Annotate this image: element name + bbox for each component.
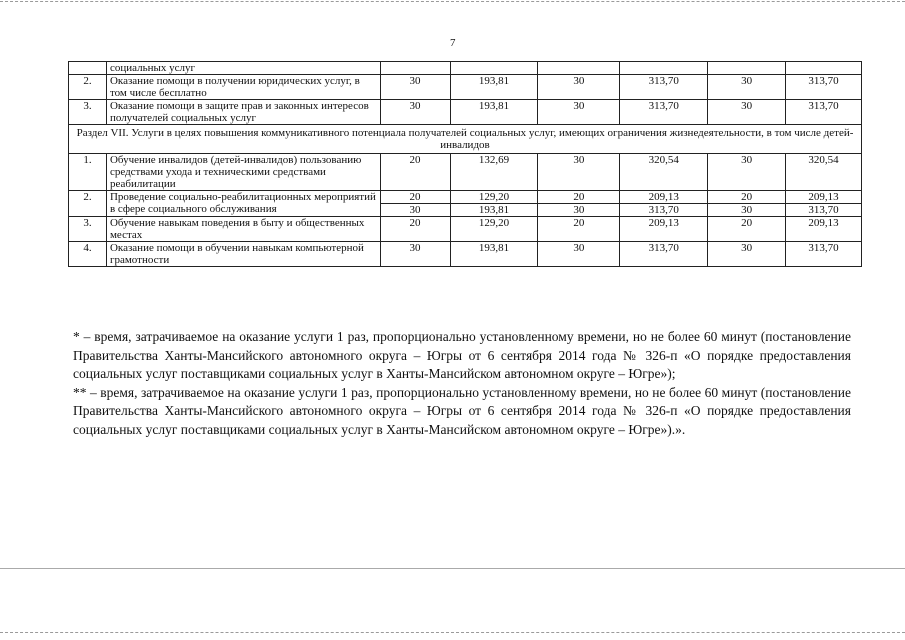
- value-cell: 129,20: [450, 217, 538, 242]
- value-cell: 20: [708, 191, 786, 204]
- service-name: Обучение инвалидов (детей-инвалидов) пользованию средствами ухода и техническими средствами реабилитации: [106, 154, 380, 191]
- service-name: социальных услуг: [106, 62, 380, 75]
- table-row: [69, 154, 862, 191]
- row-number: 2.: [69, 191, 107, 217]
- value-cell: 313,70: [786, 75, 862, 100]
- row-number: 3.: [69, 100, 107, 125]
- value-cell: 30: [538, 204, 620, 217]
- row-number: [69, 62, 107, 75]
- table-row: [69, 217, 862, 242]
- value-cell: 30: [538, 75, 620, 100]
- value-cell: 313,70: [620, 242, 708, 267]
- value-cell: [380, 62, 450, 75]
- value-cell: [450, 62, 538, 75]
- row-number: 4.: [69, 242, 107, 267]
- scan-top-edge: [0, 1, 905, 2]
- service-name: Оказание помощи в получении юридических услуг, в том числе бесплатно: [106, 75, 380, 100]
- value-cell: 30: [538, 154, 620, 191]
- value-cell: 30: [708, 204, 786, 217]
- footnote-double-star: ** – время, затрачиваемое на оказание услуги 1 раз, пропорционально установленному времени, но не более 60 минут (постановление Правительства Ханты-Мансийского автономного округа – Югры от 6 сентября 2014 года № 326-п «О порядке предоставления социальных услуг поставщиками социальных услуг в Ханты-Мансийском автономном округе – Югре»).».: [73, 384, 851, 437]
- value-cell: 30: [708, 242, 786, 267]
- table-row: [69, 75, 862, 100]
- table-row: [69, 100, 862, 125]
- row-number: 1.: [69, 154, 107, 191]
- value-cell: 313,70: [620, 100, 708, 125]
- value-cell: 193,81: [450, 204, 538, 217]
- service-name: Проведение социально-реабилитационных мероприятий в сфере социального обслуживания: [106, 191, 380, 217]
- value-cell: 30: [538, 100, 620, 125]
- value-cell: 320,54: [786, 154, 862, 191]
- value-cell: 313,70: [786, 204, 862, 217]
- tariff-table-body: [69, 62, 862, 267]
- service-name: Обучение навыкам поведения в быту и общественных местах: [106, 217, 380, 242]
- value-cell: 209,13: [786, 191, 862, 204]
- row-number: 3.: [69, 217, 107, 242]
- value-cell: 313,70: [620, 75, 708, 100]
- page-number: 7: [450, 37, 456, 49]
- value-cell: 132,69: [450, 154, 538, 191]
- value-cell: 30: [380, 204, 450, 217]
- value-cell: 30: [708, 154, 786, 191]
- value-cell: 313,70: [786, 100, 862, 125]
- value-cell: 30: [380, 100, 450, 125]
- value-cell: 30: [708, 100, 786, 125]
- service-name: Оказание помощи в защите прав и законных интересов получателей социальных услуг: [106, 100, 380, 125]
- value-cell: [708, 62, 786, 75]
- value-cell: [786, 62, 862, 75]
- value-cell: 20: [380, 191, 450, 204]
- value-cell: 20: [380, 154, 450, 191]
- value-cell: 20: [538, 217, 620, 242]
- value-cell: 30: [380, 75, 450, 100]
- value-cell: 30: [708, 75, 786, 100]
- value-cell: [538, 62, 620, 75]
- value-cell: 20: [708, 217, 786, 242]
- value-cell: 209,13: [620, 191, 708, 204]
- value-cell: 209,13: [620, 217, 708, 242]
- value-cell: 30: [538, 242, 620, 267]
- value-cell: 313,70: [620, 204, 708, 217]
- footnote-single-star: * – время, затрачиваемое на оказание услуги 1 раз, пропорционально установленному времени, но не более 60 минут (постановление Правительства Ханты-Мансийского автономного округа – Югры от 6 сентября 2014 года № 326-п «О порядке предоставления социальных услуг поставщиками социальных услуг в Ханты-Мансийском автономном округе – Югре»);: [73, 329, 851, 381]
- page-divider: [0, 568, 905, 569]
- value-cell: 193,81: [450, 242, 538, 267]
- row-number: 2.: [69, 75, 107, 100]
- value-cell: 20: [380, 217, 450, 242]
- table-row: [69, 242, 862, 267]
- table-row: [69, 191, 862, 204]
- section-title: Раздел VII. Услуги в целях повышения коммуникативного потенциала получателей социальных услуг, имеющих ограничения жизнедеятельности, в том числе детей-инвалидов: [69, 125, 862, 154]
- value-cell: 320,54: [620, 154, 708, 191]
- value-cell: 209,13: [786, 217, 862, 242]
- tariff-table: [68, 61, 862, 267]
- value-cell: 129,20: [450, 191, 538, 204]
- section-header-row: [69, 125, 862, 154]
- scan-bottom-edge: [0, 632, 905, 633]
- value-cell: 193,81: [450, 100, 538, 125]
- value-cell: 193,81: [450, 75, 538, 100]
- service-name: Оказание помощи в обучении навыкам компьютерной грамотности: [106, 242, 380, 267]
- table-row-continued: [69, 62, 862, 75]
- value-cell: [620, 62, 708, 75]
- footnotes: [73, 328, 851, 439]
- value-cell: 20: [538, 191, 620, 204]
- value-cell: 30: [380, 242, 450, 267]
- value-cell: 313,70: [786, 242, 862, 267]
